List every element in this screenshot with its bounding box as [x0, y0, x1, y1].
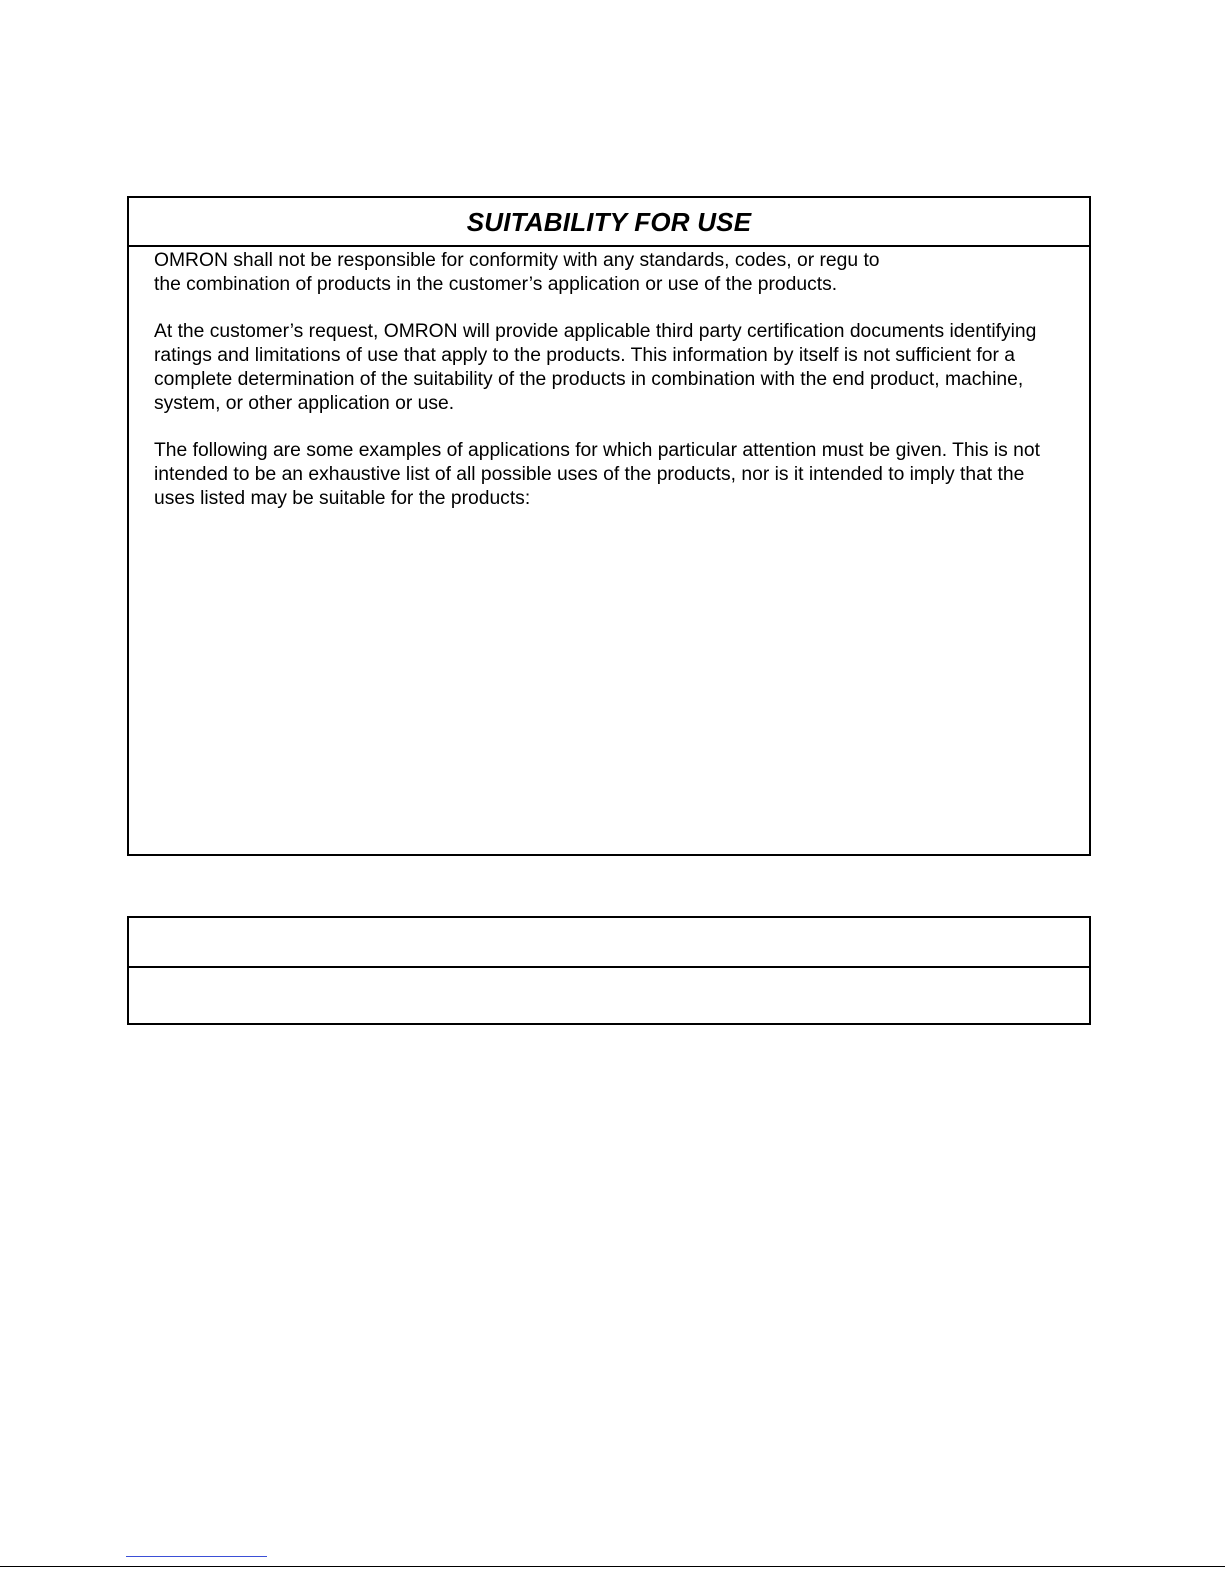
- second-notice-header: [129, 918, 1089, 968]
- suitability-paragraph-3: The following are some examples of applications for which particular attention must be given. This is not intended to be an exhaustive list of all possible uses of the products, nor is it intended to imply that the uses listed may be suitable for the products:: [154, 440, 1040, 509]
- paragraph-spacer: [154, 416, 1065, 439]
- suitability-header: [129, 198, 1089, 247]
- suitability-body: [129, 247, 1089, 511]
- second-notice-box: [127, 916, 1091, 1025]
- paragraph-spacer: [154, 297, 1065, 320]
- suitability-for-use-box: [127, 196, 1091, 856]
- suitability-paragraph-2: At the customer’s request, OMRON will provide applicable third party certification documents identifying ratings and limitations of use that apply to the products. This information by itself is not sufficient for a complete determination of the suitability of the products in combination with the end product, machine, system, or other application or use.: [154, 321, 1037, 414]
- suitability-title: SUITABILITY FOR USE: [466, 207, 752, 237]
- footer-link-underline[interactable]: [126, 1556, 267, 1557]
- page-bottom-rule: [0, 1566, 1225, 1567]
- suitability-paragraph-1: OMRON shall not be responsible for conformity with any standards, codes, or regu to the combination of products in the customer’s application or use of the products.: [154, 250, 880, 295]
